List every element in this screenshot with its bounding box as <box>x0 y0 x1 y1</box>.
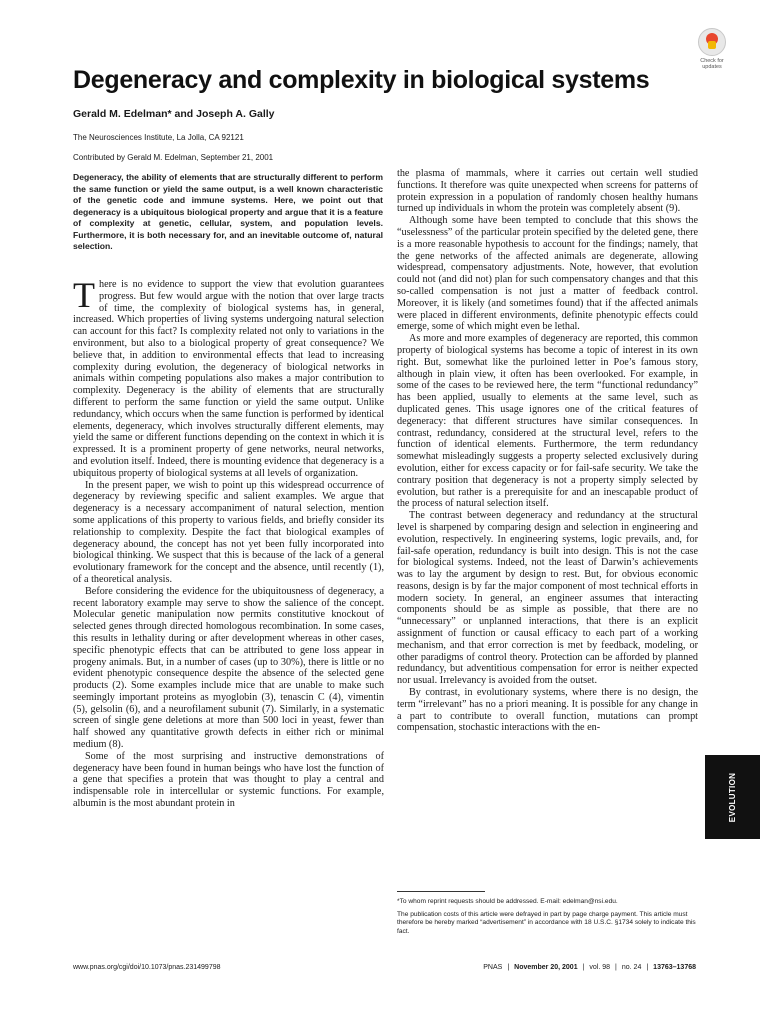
footnote-publication-costs: The publication costs of this article were defrayed in part by page charge payment. This article must therefore be hereby marked “advertisement” in accordance with 18 U.S.C. §1734 solely to indicate this fact. <box>397 911 696 935</box>
body-paragraph: The contrast between degeneracy and redundancy at the structural level is sharpened by comparing design and selection in engineering and evolution, respectively. In engineering systems, logic prevails, and, for fail-safe operation, redundancy is built into design. This is not the case for biological systems. Indeed, not the least of Darwin’s achievements was to lay the argument by design to rest. But, for obvious economic reasons, design is by far the major component of most technical efforts in modern society. In general, an engineer assumes that interacting components should be as simple as possible, that there are no “unnecessary” or unplanned interactions, that there is an explicit assignment of function or causal efficacy to each part of a working mechanism, and that error correction is met by feedback, modeling, or other paradigms of control theory. Protection can be afforded by planned redundancy, but adventitious compensation for error is neither expected nor usual. Irrelevancy is avoided from the outset. <box>397 510 698 687</box>
body-column-left <box>73 275 384 810</box>
footer-pages: 13763–13768 <box>653 964 696 971</box>
body-paragraph: In the present paper, we wish to point up this widespread occurrence of degeneracy by reviewing specific and salient examples. We argue that degeneracy is a necessary accompaniment of natural selection, mention some applications of this property to various fields, and briefly consider its relationship to complexity. Despite the fact that biological examples of degeneracy abound, the concept has not yet been fully incorporated into biological thinking. We suspect that this is because of the lack of a general evolutionary framework for the concept and the absence, until recently (1), of a theoretical analysis. <box>73 479 384 585</box>
drop-cap: T <box>73 275 95 315</box>
body-paragraph: As more and more examples of degeneracy are reported, this common property of biological systems has become a topic of interest in its own right. But, somewhat like the purloined letter in Poe’s famous story, although in plain view, it often has been overlooked. For example, in some of the cases to be reviewed here, the term “functional redundancy” has been applied, usually to elements at the same level, such as duplicated genes. This usage ignores one of the critical features of degeneracy: that different structures have similar consequences. In contrast, redundancy, considered at the structural level, refers to the function of identical elements. Furthermore, the term redundancy somewhat misleadingly suggests a property selected exclusively during evolution, either for excess capacity or for fail-safe security. We take the contrary position that degeneracy is not a property simply selected by evolution, but rather is a prerequisite for and an inescapable product of the process of natural selection itself. <box>397 333 698 510</box>
body-paragraph: Although some have been tempted to conclude that this shows the “uselessness” of the particular protein specified by the deleted gene, there is a more reasonable hypothesis to account for the findings; namely, that the gene networks of the affected animals are degenerate, allowing widespread, compensatory adjustments. Note, however, that evolution could not (and did not) plan for such compensatory changes and that this so-called compensation is not just a matter of feedback control. Moreover, it is likely (and sometimes found) that if the affected animals were placed in different environments, definite phenotypic effects could emerge, some of which might even be lethal. <box>397 215 698 333</box>
contributed-by: Contributed by Gerald M. Edelman, September 21, 2001 <box>73 153 274 162</box>
body-paragraph: the plasma of mammals, where it carries out certain well studied functions. It therefore was quite unexpected when screens for patterns of protein expression in a population of randomly chosen healthy humans turned up individuals in whom the protein was completely absent (9). <box>397 168 698 215</box>
check-for-updates-badge[interactable] <box>692 28 732 70</box>
footer-separator: | <box>615 964 617 971</box>
footer-volume: vol. 98 <box>589 964 611 971</box>
footer-citation <box>483 964 696 971</box>
body-paragraph: Some of the most surprising and instructive demonstrations of degeneracy have been found in human beings who have lost the function of a gene that specifies a protein that was thought to play a central and indispensable role in intercellular or systemic functions. For example, albumin is the most abundant protein in <box>73 750 384 810</box>
article-authors: Gerald M. Edelman* and Joseph A. Gally <box>73 108 275 120</box>
check-for-updates-label: Check for updates <box>700 58 724 70</box>
footnote-reprint: *To whom reprint requests should be addressed. E-mail: edelman@nsi.edu. <box>397 898 618 905</box>
footer-doi[interactable]: www.pnas.org/cgi/doi/10.1073/pnas.231499798 <box>73 964 221 971</box>
affiliation: The Neurosciences Institute, La Jolla, CA 92121 <box>73 133 244 142</box>
body-paragraph: Before considering the evidence for the ubiquitousness of degeneracy, a recent laboratory example may serve to show the salience of the concept. Molecular genetic manipulation now permits constitutive knockout of selected genes through directed homologous recombination. In some cases, this results in lethality during or after development whereas in other cases, specific phenotypic effects that can be attributed to gene loss appear in progeny animals. But, in a number of cases (up to 30%), there is little or no evident phenotypic consequence despite the absence of the selected gene products (2). Some examples include mice that are unable to make such seemingly important proteins as myoglobin (3), tenascin C (4), vimentin (5), gelsolin (6), and a neurofilament subunit (7). Similarly, in a systematic screen of single gene deletions at more than 500 loci in yeast, fewer than half showed any quantitative growth defects in either rich or minimal medium (8). <box>73 585 384 751</box>
body-column-right <box>397 168 698 734</box>
article-title: Degeneracy and complexity in biological systems <box>73 66 650 94</box>
check-for-updates-icon <box>698 28 726 56</box>
footer-separator: | <box>582 964 585 971</box>
footnote-divider <box>397 891 485 892</box>
body-paragraph: By contrast, in evolutionary systems, where there is no design, the term “irrelevant” has no a priori meaning. It is possible for any change in a part to contribute to overall function, mutations can prompt compensation, stochastic interactions with the en- <box>397 687 698 734</box>
section-tab <box>705 755 760 839</box>
body-paragraph: There is no evidence to support the view that evolution guarantees progress. But few would argue with the notion that over large tracts of time, the complexity of biological systems has, in general, increased. Which properties of living systems undergoing natural selection can account for this fact? Is complexity related not only to variations in the environment, but also to a biological property of great consequence? We believe that, in addition to environmental effects that lead to increasing complexity during evolution, the degeneracy of biological networks in animals within competing populations also makes a major contribution to complexity. Degeneracy is the ability of elements that are structurally different to perform the same function or yield the same output. Unlike redundancy, which occurs when the same function is performed by identical elements, degeneracy, which involves structurally different elements, may yield the same or different functions depending on the context in which it is expressed. It is a prominent property of gene networks, neural networks, and evolution itself. Indeed, there is mounting evidence that degeneracy is a ubiquitous property of biological systems at all levels of organization. <box>73 275 384 479</box>
footer-separator: | <box>646 964 649 971</box>
footer-separator: | <box>507 964 510 971</box>
section-tab-label: EVOLUTION <box>728 772 737 822</box>
footer-journal: PNAS <box>483 964 503 971</box>
abstract: Degeneracy, the ability of elements that are structurally different to perform the same function or yield the same output, is a well known characteristic of the genetic code and immune systems. Here, we point out that degeneracy is a ubiquitous biological property and argue that it is a feature of complexity at genetic, cellular, system, and population levels. Furthermore, it is both necessary for, and an inevitable outcome of, natural selection. <box>73 172 383 251</box>
footer-issue: no. 24 <box>621 964 642 971</box>
footer-date: November 20, 2001 <box>514 964 578 971</box>
